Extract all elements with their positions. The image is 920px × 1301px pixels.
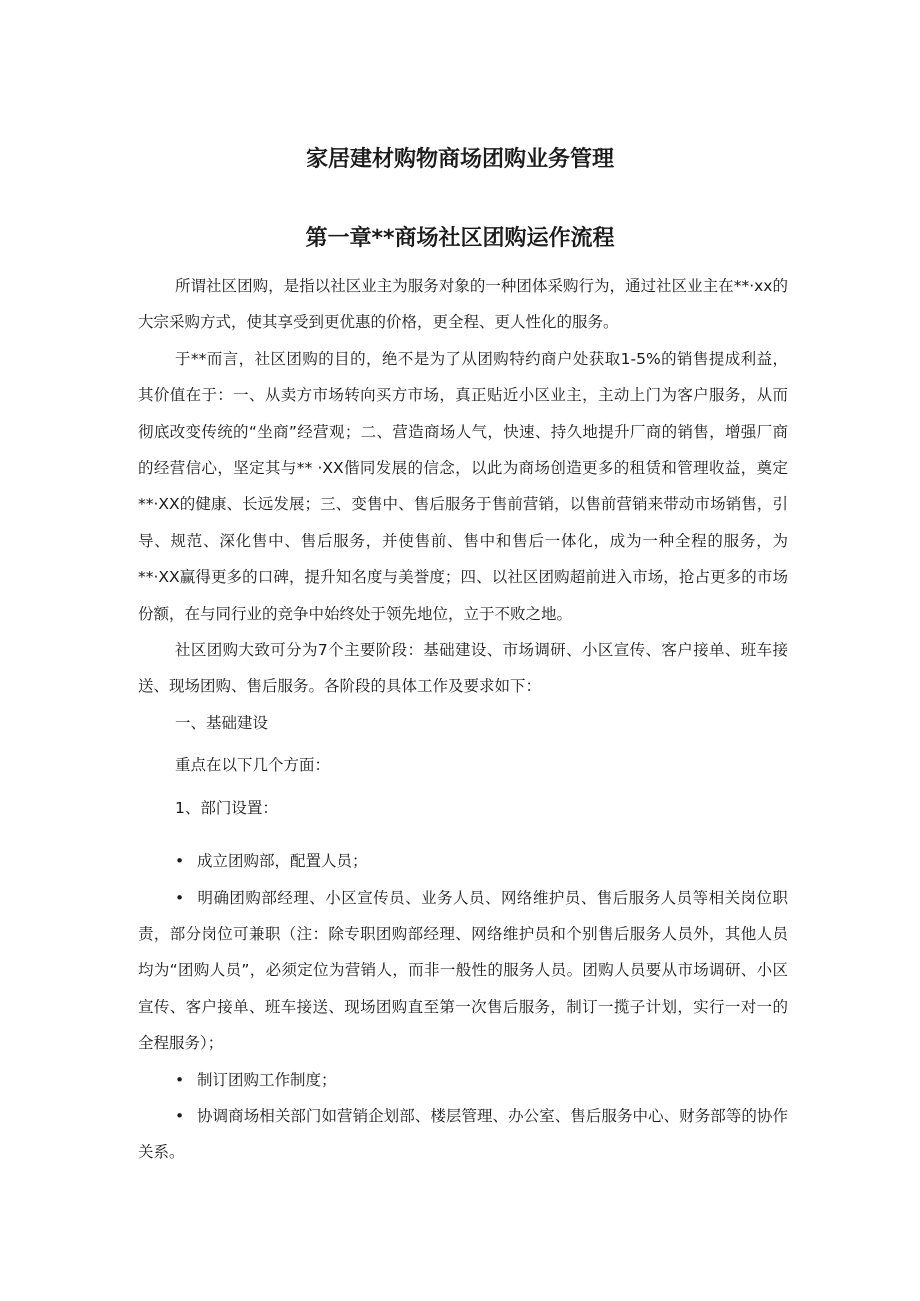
paragraph-purpose: 于**而言，社区团购的目的，绝不是为了从团购特约商户处获取1-5%的销售提成利益，其价值在于：一、从卖方市场转向买方市场，真正贴近小区业主，主动上门为客户服务，从而彻底改变传统的“坐商”经营观；二、营造商场人气，快速、持久地提升厂商的销售，增强厂商的经营信心，坚定其与** ·XX偕同发展的信念，以此为商场创造更多的租赁和管理收益，奠定**·XX的健康、长远发展；三、变售中、售后服务于售前营销，以售前营销来带动市场销售，引导、规范、深化售中、售后服务，并使售前、售中和售后一体化，成为一种全程的服务，为**·XX赢得更多的口碑，提升知名度与美誉度；四、以社区团购超前进入市场，抢占更多的市场份额，在与同行业的竞争中始终处于领先地位，立于不败之地。 bbox=[138, 349, 788, 623]
paragraph-stages: 社区团购大致可分为7个主要阶段：基础建设、市场调研、小区宣传、客户接单、班车接送、现场团购、售后服务。各阶段的具体工作及要求如下： bbox=[138, 641, 788, 696]
chapter-title: 第一章**商场社区团购运作流程 bbox=[305, 226, 615, 251]
bullet-text: 明确团购部经理、小区宣传员、业务人员、网络维护员、售后服务人员等相关岗位职责，部分岗位可兼职（注：除专职团购部经理、网络维护员和个别售后服务人员外，其他人员均为“团购人员”，必须定位为营销人，而非一般性的服务人员。团购人员要从市场调研、小区宣传、客户接单、班车接送、现场团购直至第一次售后服务，制订一揽子计划，实行一对一的全程服务）； bbox=[138, 888, 788, 1053]
bullet-text: 协调商场相关部门如营销企划部、楼层管理、办公室、售后服务中心、财务部等的协作关系。 bbox=[138, 1106, 788, 1162]
item-department-setup: 1、部门设置： bbox=[175, 798, 278, 817]
bullet-item bbox=[138, 843, 788, 879]
bullet-text: 制订团购工作制度； bbox=[197, 1070, 337, 1089]
bullet-item bbox=[138, 1098, 788, 1171]
bullet-marker: • bbox=[175, 1070, 185, 1089]
bullet-text: 成立团购部，配置人员； bbox=[197, 852, 368, 871]
paragraph-definition: 所谓社区团购，是指以社区业主为服务对象的一种团体采购行为，通过社区业主在**·xx的大宗采购方式，使其享受到更优惠的价格，更全程、更人性化的服务。 bbox=[138, 277, 788, 332]
document-title: 家居建材购物商场团购业务管理 bbox=[305, 147, 614, 172]
document-body bbox=[138, 268, 788, 1171]
paragraph-focus: 重点在以下几个方面： bbox=[175, 756, 331, 775]
bullet-marker: • bbox=[175, 852, 185, 871]
bullet-marker: • bbox=[175, 888, 185, 907]
section-heading-infrastructure: 一、基础建设 bbox=[175, 713, 269, 732]
bullet-marker: • bbox=[175, 1106, 185, 1125]
bullet-item bbox=[138, 1062, 788, 1098]
bullet-item bbox=[138, 880, 788, 1062]
